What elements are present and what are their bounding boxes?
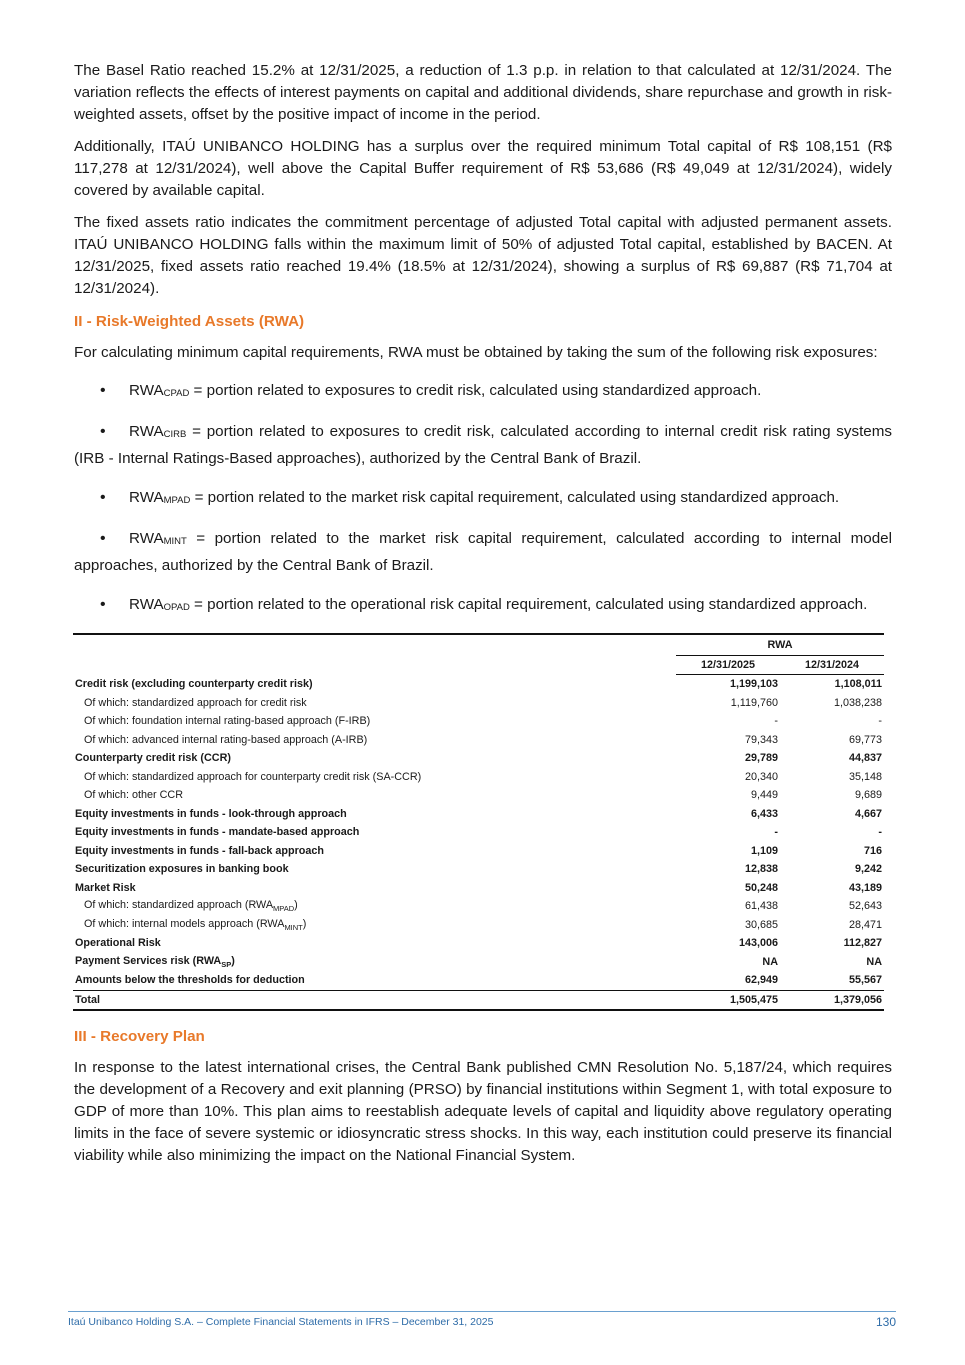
value-2024: 35,148 xyxy=(848,770,882,783)
bullet-rwa-cirb: • $RWA_{CIRB}$ = portion related to exposures to credit risk, calculated according to internal credit risk rating systems (IRB - Internal Ratings-Based approaches), authorized by the Central Bank of Brazil. xyxy=(74,419,892,471)
table-row xyxy=(73,860,884,879)
table-row xyxy=(73,731,884,750)
value-2024: 112,827 xyxy=(843,937,882,950)
table-header-row xyxy=(73,634,884,656)
table-row xyxy=(73,786,884,805)
row-label: Of which: other CCR xyxy=(84,789,184,802)
total-label: Total xyxy=(73,990,676,1010)
row-label: Payment Services risk $(RWA_{SP})$ xyxy=(75,954,235,969)
value-2024: 9,242 xyxy=(854,863,882,876)
table-row xyxy=(73,823,884,842)
bullet-icon: • xyxy=(100,382,106,399)
value-2024: 9,689 xyxy=(854,789,882,802)
value-2024: 55,567 xyxy=(848,974,882,987)
bullet-rwa-mint: • $RWA_{MINT}$ = portion related to the market risk capital requirement, calculated according to internal model approaches, authorized by the Central Bank of Brazil. xyxy=(74,526,892,578)
table-row xyxy=(73,842,884,861)
bullet-icon: • xyxy=(100,423,106,440)
table-row xyxy=(73,971,884,990)
bullet-rwa-cpad: • $RWA_{CPAD}$ = portion related to exposures to credit risk, calculated using standardized approach. xyxy=(74,378,892,405)
value-2024: NA xyxy=(866,955,882,968)
row-label: Equity investments in funds - fall-back approach xyxy=(75,844,324,857)
value-2024: 4,667 xyxy=(854,807,882,820)
value-2024: 43,189 xyxy=(848,881,882,894)
value-2025: - xyxy=(774,715,778,728)
col-header-2024: 12/31/2024 xyxy=(780,656,884,675)
table-row xyxy=(73,897,884,916)
total-2025: 1,505,475 xyxy=(676,990,780,1010)
table-row xyxy=(73,953,884,972)
value-2024: 69,773 xyxy=(848,733,882,746)
row-label: Counterparty credit risk (CCR) xyxy=(75,752,231,765)
value-2024: - xyxy=(878,715,882,728)
table-row xyxy=(73,768,884,787)
rwa-group-header: RWA xyxy=(676,634,884,656)
value-2025: 6,433 xyxy=(750,807,778,820)
value-2024: - xyxy=(878,826,882,839)
value-2025: 1,119,760 xyxy=(730,696,778,709)
row-label: Equity investments in funds - mandate-based approach xyxy=(75,826,360,839)
value-2025: 79,343 xyxy=(744,733,778,746)
value-2025: 30,685 xyxy=(744,918,778,931)
rwa-intro-paragraph: For calculating minimum capital requirements, RWA must be obtained by taking the sum of the following risk exposures: xyxy=(74,344,878,361)
value-2024: 52,643 xyxy=(848,900,882,913)
value-2025: NA xyxy=(762,955,778,968)
row-label: Securitization exposures in banking book xyxy=(75,863,289,876)
value-2025: 50,248 xyxy=(744,881,778,894)
table-row xyxy=(73,694,884,713)
table-row xyxy=(73,879,884,898)
row-label: Amounts below the thresholds for deduction xyxy=(75,974,305,987)
rwa-section-title: II - Risk-Weighted Assets (RWA) xyxy=(74,313,305,330)
table-row xyxy=(73,675,884,694)
page-footer xyxy=(68,1311,896,1329)
value-2025: 61,438 xyxy=(744,900,778,913)
basel-ratio-paragraph: The Basel Ratio reached 15.2% at 12/31/2025, a reduction of 1.3 p.p. in relation to that calculated at 12/31/2024. The variation reflects the effects of interest payments on capital and additional dividends, share repurchase and growth in risk-weighted assets, offset by the positive impact of income in the period. xyxy=(74,62,892,123)
value-2024: 1,038,238 xyxy=(833,696,882,709)
table-date-header-row xyxy=(73,656,884,675)
value-2024: 28,471 xyxy=(848,918,882,931)
value-2025: 62,949 xyxy=(744,974,778,987)
row-label: Market Risk xyxy=(75,881,136,894)
value-2025: 1,109 xyxy=(750,844,778,857)
col-header-2025: 12/31/2025 xyxy=(676,656,780,675)
value-2025: 20,340 xyxy=(744,770,778,783)
table-row xyxy=(73,712,884,731)
footer-text: Itaú Unibanco Holding S.A. – Complete Financial Statements in IFRS – December 31, 2025 xyxy=(68,1316,494,1328)
table-total-row xyxy=(73,990,884,1010)
total-2024: 1,379,056 xyxy=(780,990,884,1010)
table-row xyxy=(73,934,884,953)
value-2025: 143,006 xyxy=(738,937,778,950)
row-label: Of which: advanced internal rating-based approach (A-IRB) xyxy=(84,733,368,746)
row-label: Equity investments in funds - look-through approach xyxy=(75,807,347,820)
bullet-icon: • xyxy=(100,489,106,506)
table-row xyxy=(73,749,884,768)
capital-surplus-paragraph: Additionally, ITAÚ UNIBANCO HOLDING has a surplus over the required minimum Total capital of R$ 108,151 (R$ 117,278 at 12/31/2024), well above the Capital Buffer requirement of R$ 53,686 (R$ 49,049 at 12/31/2024), widely covered by available capital. xyxy=(74,138,892,199)
value-2025: 29,789 xyxy=(744,752,778,765)
bullet-rwa-opad: • $RWA_{OPAD}$ = portion related to the operational risk capital requirement, calculated using standardized approach. xyxy=(74,592,892,619)
value-2025: 12,838 xyxy=(744,863,778,876)
row-label: Of which: standardized approach $(RWA_{MPAD})$ xyxy=(84,899,298,914)
table-row xyxy=(73,916,884,935)
value-2024: 44,837 xyxy=(848,752,882,765)
recovery-plan-paragraph: In response to the latest international crises, the Central Bank published CMN Resolution No. 5,187/24, which requires the development of a Recovery and exit planning (PRSO) by financial institutions within Segment 1, with total exposure to GDP of more than 10%. This plan aims to reestablish adequate levels of capital and liquidity above regulatory operating limits in the face of severe systemic or idiosyncratic stress shocks. In this way, each institution could preserve its financial viability while also minimizing the impact on the National Financial System. xyxy=(74,1058,892,1164)
recovery-section-title: III - Recovery Plan xyxy=(74,1027,205,1045)
value-2024: 716 xyxy=(863,844,882,857)
row-label: Of which: internal models approach $(RWA_{MINT})$ xyxy=(84,917,307,932)
bullet-rwa-mpad: • $RWA_{MPAD}$ = portion related to the market risk capital requirement, calculated using standardized approach. xyxy=(74,485,892,512)
row-label: Operational Risk xyxy=(75,937,161,950)
fixed-assets-paragraph: The fixed assets ratio indicates the commitment percentage of adjusted Total capital with adjusted permanent assets. ITAÚ UNIBANCO HOLDING falls within the maximum limit of 50% of adjusted Total capital, established by BACEN. At 12/31/2025, fixed assets ratio reached 19.4% (18.5% at 12/31/2024), showing a surplus of R$ 69,887 (R$ 71,704 at 12/31/2024). xyxy=(74,214,892,297)
bullet-icon: • xyxy=(100,530,106,547)
value-2025: 9,449 xyxy=(750,789,778,802)
row-label: Of which: standardized approach for counterparty credit risk (SA-CCR) xyxy=(84,770,422,783)
document-page xyxy=(74,60,892,1177)
rwa-table xyxy=(73,633,884,1011)
bullet-icon: • xyxy=(100,596,106,613)
table-row xyxy=(73,805,884,824)
row-label: Credit risk (excluding counterparty credit risk) xyxy=(75,678,313,690)
value-2024: 1,108,011 xyxy=(834,678,882,691)
page-number: 130 xyxy=(875,1315,896,1329)
value-2025: - xyxy=(774,826,778,839)
row-label: Of which: standardized approach for credit risk xyxy=(84,696,307,709)
row-label: Of which: foundation internal rating-based approach (F-IRB) xyxy=(84,715,371,728)
value-2025: 1,199,103 xyxy=(729,678,778,691)
